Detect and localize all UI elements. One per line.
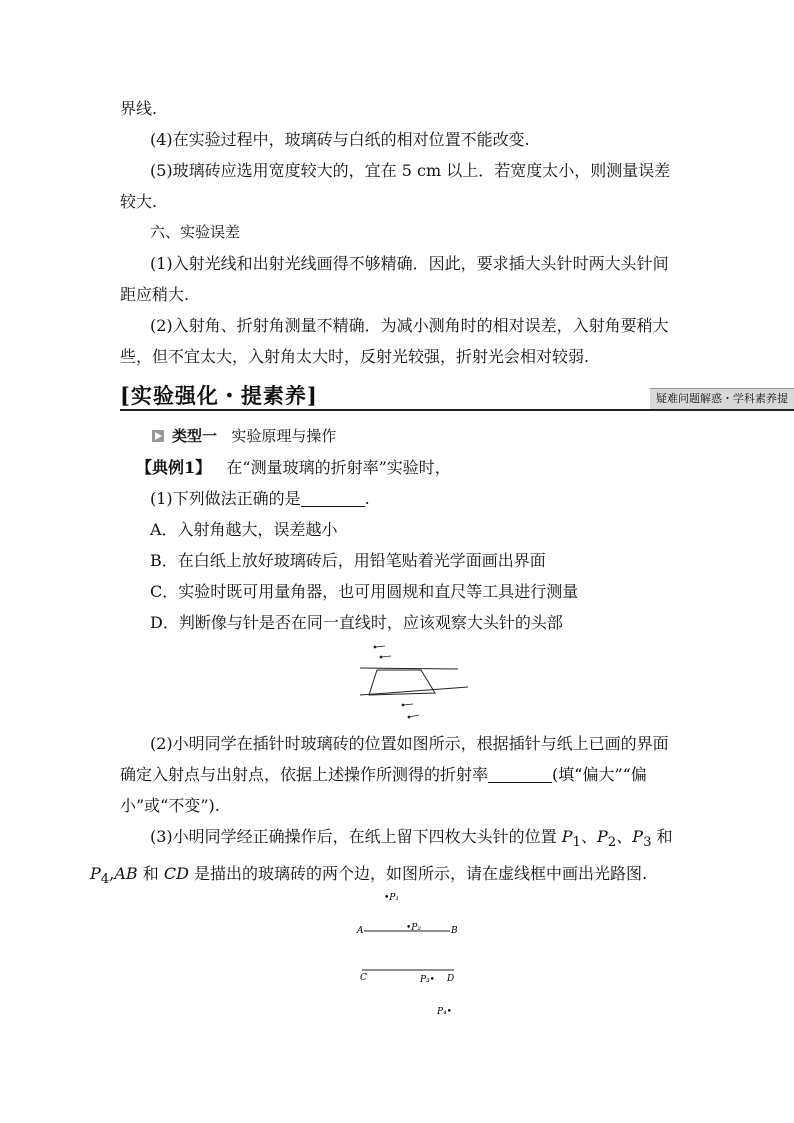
- pin-1: [375, 646, 385, 647]
- p2-letter: P: [597, 827, 608, 846]
- banner-tag: 疑难问题解惑・学科素养提: [650, 388, 794, 409]
- error-2: (2)入射角、折射角测量不精确．为减小测角时的相对误差，入射角要稍大些，但不宜太大，入射角太大时，反射光较强，折射光会相对较弱.: [120, 316, 669, 366]
- banner-rule: [120, 409, 794, 411]
- sep-2: 、: [616, 827, 633, 846]
- and-1: 和: [651, 827, 673, 846]
- question-2: [120, 728, 680, 821]
- sep-1: 、: [581, 827, 598, 846]
- p1-sub: 1: [572, 835, 582, 851]
- label-a: A: [357, 926, 364, 936]
- type-heading: [152, 421, 712, 452]
- option-c: C．实验时既可用量角器，也可用圆规和直尺等工具进行测量: [150, 582, 579, 601]
- pin-4-head: [408, 716, 411, 719]
- section-banner: [120, 380, 794, 410]
- question-3-text-b: 是描出的玻璃砖的两个边，如图所示，请在虚线框中画出光路图.: [188, 864, 648, 884]
- label-p2: •P₂: [406, 923, 421, 933]
- type-label: 类型一: [172, 427, 218, 445]
- pin-3-head: [402, 704, 405, 707]
- label-p1: •P₁: [384, 893, 399, 903]
- pin-2-head: [380, 656, 383, 659]
- pin-1-head: [374, 646, 377, 649]
- option-d: D．判断像与针是否在同一直线时，应该观察大头针的头部: [150, 613, 563, 632]
- note-5: (5)玻璃砖应选用宽度较大的，宜在 5 cm 以上．若宽度太小，则测量误差较大.: [120, 161, 671, 211]
- p1-letter: P: [561, 827, 573, 846]
- play-triangle-icon: [152, 430, 164, 442]
- label-d: D: [447, 974, 455, 984]
- answer-blank-1: [301, 490, 365, 507]
- pin-2: [381, 656, 391, 657]
- p4-letter: P: [90, 864, 101, 884]
- p4-sub: 4: [100, 872, 110, 888]
- note-4: (4)在实验过程中，玻璃砖与白纸的相对位置不能改变.: [150, 130, 530, 149]
- example-stem: [136, 452, 680, 483]
- label-c: C: [360, 973, 367, 983]
- type-title: 实验原理与操作: [231, 427, 337, 445]
- p2-sub: 2: [607, 835, 617, 851]
- label-p4: P₄•: [437, 1007, 452, 1017]
- glass-brick-figure-1: [355, 640, 475, 725]
- pin-3: [403, 704, 413, 705]
- comma: ,: [109, 864, 115, 884]
- example-label: 【典例1】: [136, 458, 212, 477]
- label-p3: P₃•: [420, 975, 435, 985]
- answer-blank-2: [488, 766, 552, 783]
- section-6-title: 六、实验误差: [150, 223, 241, 241]
- option-a: A．入射角越大，误差越小: [150, 520, 338, 539]
- line-boundary-end: 界线.: [120, 99, 158, 118]
- example-stem-text: 在“测量玻璃的折射率”实验时，: [226, 458, 451, 477]
- ab-label: AB: [114, 864, 138, 884]
- pin-position-figure-2: [350, 885, 470, 1025]
- error-1: (1)入射光线和出射光线画得不够精确．因此，要求插大头针时两大头针间距应稍大.: [120, 254, 669, 304]
- cd-label: CD: [163, 864, 189, 884]
- label-b: B: [451, 926, 458, 936]
- p3-sub: 3: [643, 835, 652, 851]
- and-2: 和: [137, 864, 164, 884]
- pin-4: [409, 715, 419, 717]
- question-3-text-a: (3)小明同学经正确操作后，在纸上留下四枚大头针的位置: [150, 827, 562, 846]
- question-2-text: (2)小明同学在插针时玻璃砖的位置如图所示，根据插针与纸上已画的界面确定入射点与出射点，依据上述操作所测得的折射率: [120, 734, 669, 784]
- question-1-text: (1)下列做法正确的是: [150, 489, 301, 508]
- question-1: [120, 483, 680, 514]
- p3-letter: P: [632, 827, 644, 846]
- glass-brick: [369, 670, 435, 695]
- upper-boundary-line: [360, 668, 458, 669]
- question-1-end: .: [364, 489, 370, 508]
- banner-title: [实验强化・提素养]: [120, 383, 318, 408]
- option-b: B．在白纸上放好玻璃砖后，用铅笔贴着光学面画出界面: [150, 551, 546, 570]
- question-2-end: (填“偏大”“偏小”或“不变”).: [120, 765, 647, 815]
